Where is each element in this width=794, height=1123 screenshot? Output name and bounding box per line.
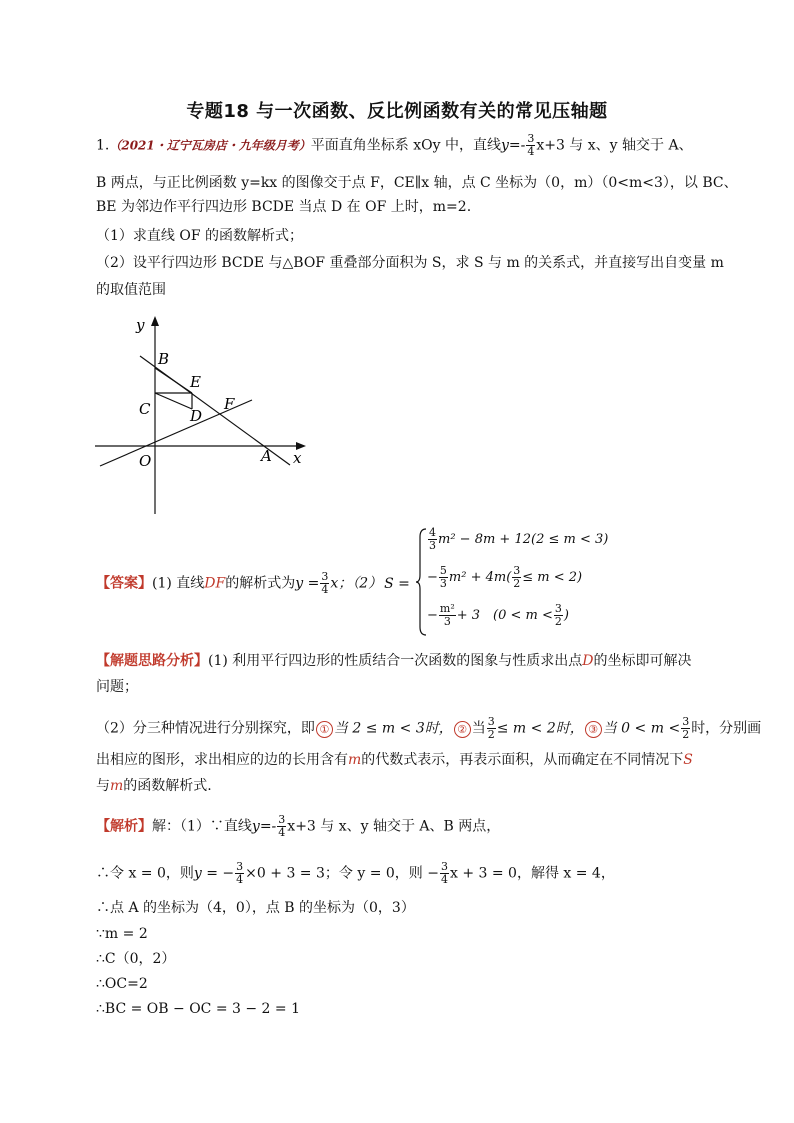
solution-tag: 【解析】 xyxy=(96,818,152,835)
y-axis-arrow xyxy=(151,316,159,326)
case-3 xyxy=(427,603,569,628)
segment-be xyxy=(155,368,192,393)
fraction-numerator: 3 xyxy=(682,715,690,728)
fraction-numerator: 3 xyxy=(321,570,329,583)
fraction xyxy=(440,861,449,886)
analysis-highlight: S xyxy=(683,752,693,768)
answer-text: x；（2） xyxy=(330,575,383,592)
fraction-denominator: 4 xyxy=(440,873,448,886)
problem-line-3: BE 为邻边作平行四边形 BCDE 当点 D 在 OF 上时，m=2. xyxy=(96,199,472,215)
analysis-text: 当 xyxy=(471,720,486,737)
page-title: 专题18 与一次函数、反比例函数有关的常见压轴题 xyxy=(186,101,608,122)
label-e: E xyxy=(190,373,201,391)
case-1 xyxy=(427,527,608,552)
question-2-cont: 的取值范围 xyxy=(96,282,166,298)
problem-text: x+3 与 x、y 轴交于 A、 xyxy=(536,137,693,154)
problem-line-1 xyxy=(96,133,693,158)
problem-text: y=- xyxy=(500,137,526,154)
case-text: ≤ m < 2) xyxy=(522,570,583,585)
solution-text: y = − xyxy=(193,865,235,882)
fraction-numerator: 3 xyxy=(513,564,521,577)
fraction-denominator: 4 xyxy=(236,873,244,886)
fraction xyxy=(487,716,496,741)
analysis-line-2: 问题； xyxy=(96,679,138,695)
case-text: − xyxy=(427,608,438,623)
fraction xyxy=(554,603,563,628)
analysis-text: 当 2 ≤ m < 3时， xyxy=(333,720,453,737)
problem-source: （2021・辽宁瓦房店・九年级月考） xyxy=(109,138,311,153)
solution-line-4: ∵m = 2 xyxy=(96,926,148,942)
segment-cd xyxy=(155,393,192,409)
label-b: B xyxy=(158,350,170,368)
solution-text: x + 3 = 0，解得 x = 4， xyxy=(449,865,615,882)
circled-number-3: ③ xyxy=(585,721,602,738)
circled-number-2: ② xyxy=(454,721,471,738)
analysis-line-5 xyxy=(96,776,212,796)
solution-line-3: ∴点 A 的坐标为（4，0），点 B 的坐标为（0，3） xyxy=(96,900,415,916)
analysis-text: （2）分三种情况进行分别探究，即 xyxy=(96,720,315,737)
analysis-highlight: m xyxy=(110,778,124,794)
case-text: ) xyxy=(563,608,569,623)
solution-line-6: ∴OC=2 xyxy=(96,976,148,992)
fraction-denominator: 2 xyxy=(513,577,521,590)
fraction-denominator: 3 xyxy=(429,539,436,552)
analysis-line-3 xyxy=(96,716,761,741)
fraction xyxy=(277,814,286,839)
fraction-denominator: 2 xyxy=(554,615,562,628)
case-text: + 3 (0 < m < xyxy=(456,608,553,623)
answer-text: y = xyxy=(295,575,320,592)
fraction-numerator: 3 xyxy=(236,860,244,873)
fraction-numerator: 5 xyxy=(439,564,447,577)
fraction-numerator: m² xyxy=(439,602,455,615)
question-2: （2）设平行四边形 BCDE 与△BOF 重叠部分面积为 S，求 S 与 m 的关系式，并直接写出自变量 m xyxy=(96,255,724,271)
answer-line xyxy=(96,571,410,596)
fraction xyxy=(681,716,690,741)
solution-text: 解：（1）∵直线 xyxy=(152,818,252,835)
fraction-numerator: 3 xyxy=(487,715,495,728)
fraction xyxy=(526,133,535,158)
analysis-text: 当 0 < m < xyxy=(602,720,681,737)
fraction-denominator: 4 xyxy=(278,826,286,839)
analysis-highlight: m xyxy=(348,752,362,768)
analysis-text: 的代数式表示，再表示面积，从而确定在不同情况下 xyxy=(361,752,684,768)
case-text: − xyxy=(427,570,438,585)
analysis-tag: 【解题思路分析】 xyxy=(96,653,208,669)
solution-line-1 xyxy=(96,814,500,839)
analysis-text: 出相应的图形，求出相应的边的长用含有 xyxy=(96,752,348,768)
fraction xyxy=(439,565,448,590)
coordinate-figure xyxy=(90,312,310,522)
fraction-denominator: 2 xyxy=(487,728,495,741)
fraction-numerator: 3 xyxy=(554,602,562,615)
question-1: （1）求直线 OF 的函数解析式； xyxy=(96,228,303,244)
solution-text: y=- xyxy=(251,818,277,835)
fraction-denominator: 3 xyxy=(443,615,451,628)
answer-text: 的解析式为 xyxy=(225,575,296,592)
answer-text: (1) 直线 xyxy=(152,575,205,592)
problem-line-2: B 两点，与正比例函数 y=kx 的图像交于点 F，CE∥x 轴，点 C 坐标为（0，m）（0<m<3），以 BC、 xyxy=(96,175,738,191)
analysis-text: 时，分别画 xyxy=(691,720,762,737)
answer-tag: 【答案】 xyxy=(96,575,152,592)
label-y: y xyxy=(136,316,145,334)
analysis-text: (1) 利用平行四边形的性质结合一次函数的图象与性质求出点 xyxy=(208,653,583,669)
label-a: A xyxy=(261,447,272,465)
label-c: C xyxy=(139,400,151,418)
answer-highlight: DF xyxy=(204,575,226,592)
fraction-numerator: 3 xyxy=(440,860,448,873)
solution-line-7: ∴BC = OB − OC = 3 − 2 = 1 xyxy=(96,1001,300,1017)
problem-number: 1. xyxy=(96,137,110,154)
label-x: x xyxy=(293,449,302,467)
fraction-numerator: 4 xyxy=(429,526,436,539)
case-text: m² + 4m( xyxy=(448,570,512,585)
analysis-line-4 xyxy=(96,750,693,770)
fraction xyxy=(235,861,244,886)
solution-text: ∴令 x = 0，则 xyxy=(96,865,194,882)
answer-text: S = xyxy=(384,575,410,592)
problem-text: 平面直角坐标系 xOy 中，直线 xyxy=(310,137,501,154)
analysis-line-1 xyxy=(96,651,692,671)
case-2 xyxy=(427,565,582,590)
fraction-numerator: 3 xyxy=(527,132,535,145)
solution-line-2 xyxy=(96,861,615,886)
fraction xyxy=(320,571,329,596)
fraction xyxy=(428,527,437,552)
fraction-denominator: 4 xyxy=(321,583,329,596)
solution-text: ×0 + 3 = 3；令 y = 0，则 − xyxy=(245,865,439,882)
label-f: F xyxy=(224,395,235,413)
label-o: O xyxy=(139,452,152,470)
fraction-numerator: 3 xyxy=(278,813,286,826)
solution-line-5: ∴C（0，2） xyxy=(96,951,176,967)
fraction-denominator: 3 xyxy=(439,577,447,590)
solution-text: x+3 与 x、y 轴交于 A、B 两点， xyxy=(287,818,501,835)
fraction-denominator: 4 xyxy=(527,145,535,158)
analysis-text: ≤ m < 2时， xyxy=(496,720,584,737)
fraction-denominator: 2 xyxy=(682,728,690,741)
fraction xyxy=(439,603,456,628)
circled-number-1: ① xyxy=(316,721,333,738)
analysis-text: 与 xyxy=(96,778,110,794)
analysis-highlight: D xyxy=(582,653,594,669)
analysis-text: 的坐标即可解决 xyxy=(593,653,692,669)
case-text: m² − 8m + 12(2 ≤ m < 3) xyxy=(438,532,609,547)
analysis-text: 的函数解析式. xyxy=(123,778,212,794)
label-d: D xyxy=(190,407,203,425)
fraction xyxy=(512,565,521,590)
